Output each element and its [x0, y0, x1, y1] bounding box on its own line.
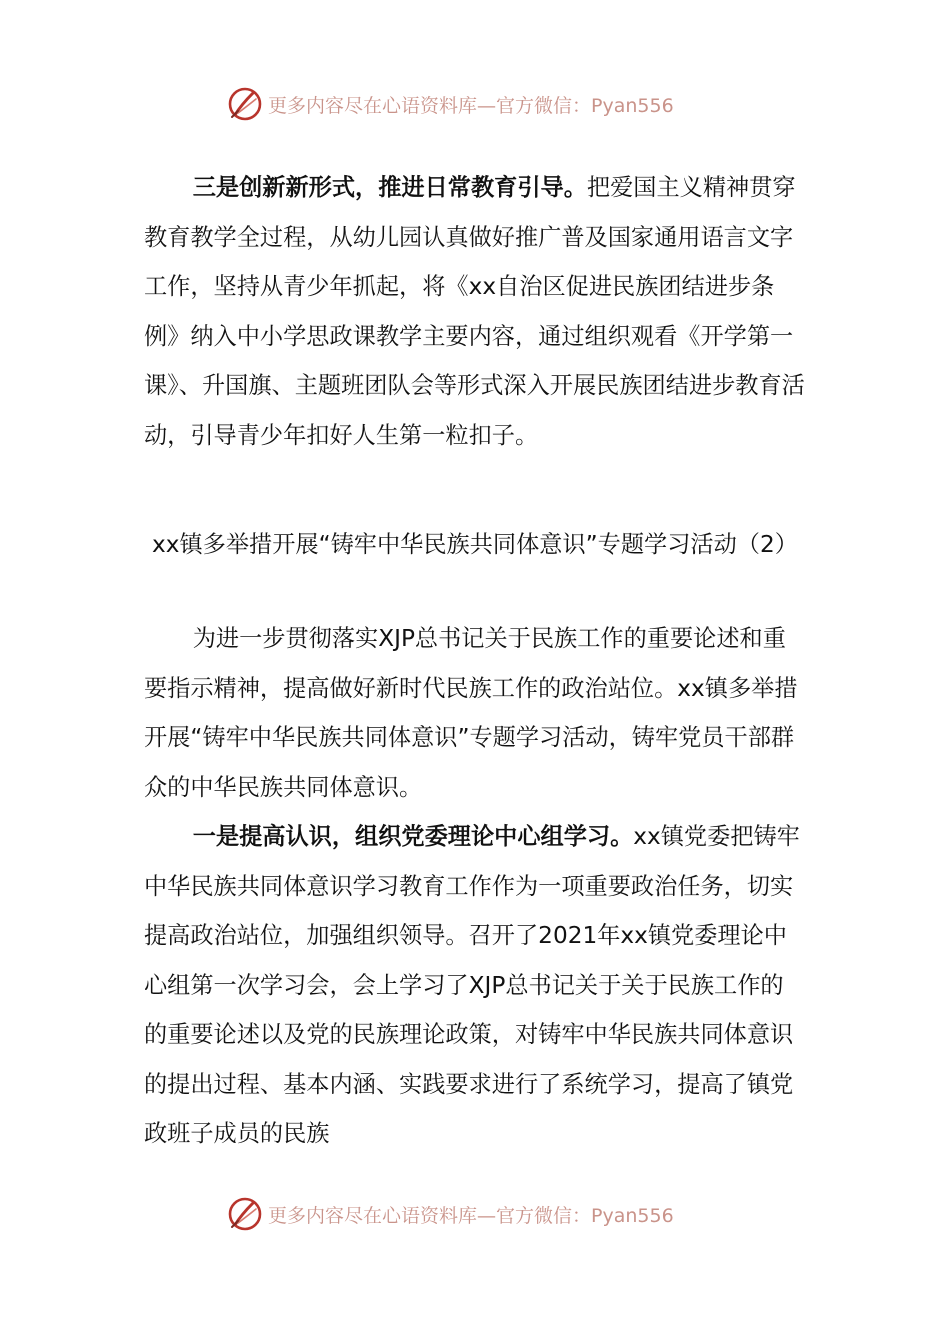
watermark-handle: Pyan556 [591, 1204, 674, 1227]
watermark-text [268, 1201, 674, 1228]
document-body-bottom [144, 614, 806, 1159]
watermark-text [268, 91, 674, 118]
paragraph-body: 把爱国主义精神贯穿教育教学全过程，从幼儿园认真做好推广普及国家通用语言文字工作，坚持从青少年抓起，将《xx自治区促进民族团结进步条例》纳入中小学思政课教学主要内容，通过组织观看《开学第一课》、升国旗、主题班团队会等形式深入开展民族团结进步教育活动，引导青少年扣好人生第一粒扣子。 [144, 174, 805, 449]
paragraph-lead: 三是创新新形式，推进日常教育引导。 [192, 174, 587, 201]
document-body-top [144, 163, 806, 460]
watermark-label: 更多内容尽在心语资料库—官方微信： [268, 94, 592, 117]
watermark-label: 更多内容尽在心语资料库—官方微信： [268, 1204, 592, 1227]
pen-logo-icon [226, 1195, 264, 1233]
paragraph-body: xx镇党委把铸牢中华民族共同体意识学习教育工作作为一项重要政治任务，切实提高政治站位，加强组织领导。召开了2021年xx镇党委理论中心组第一次学习会，会上学习了XJP总书记关于关于民族工作的的重要论述以及党的民族理论政策，对铸牢中华民族共同体意识的提出过程、基本内涵、实践要求进行了系统学习，提高了镇党政班子成员的民族 [144, 823, 800, 1147]
footer-watermark [226, 1194, 674, 1234]
pen-logo-icon [226, 85, 264, 123]
paragraph-lead: 一是提高认识，组织党委理论中心组学习。 [192, 823, 634, 850]
header-watermark [226, 84, 674, 124]
article-title: xx镇多举措开展“铸牢中华民族共同体意识”专题学习活动（2） [152, 531, 798, 558]
paragraph-innovation [144, 163, 806, 460]
watermark-handle: Pyan556 [591, 94, 674, 117]
paragraph-intro: 为进一步贯彻落实XJP总书记关于民族工作的重要论述和重要指示精神，提高做好新时代民族工作的政治站位。xx镇多举措开展“铸牢中华民族共同体意识”专题学习活动，铸牢党员干部群众的中华民族共同体意识。 [144, 625, 798, 801]
paragraph-study-group [144, 812, 806, 1159]
